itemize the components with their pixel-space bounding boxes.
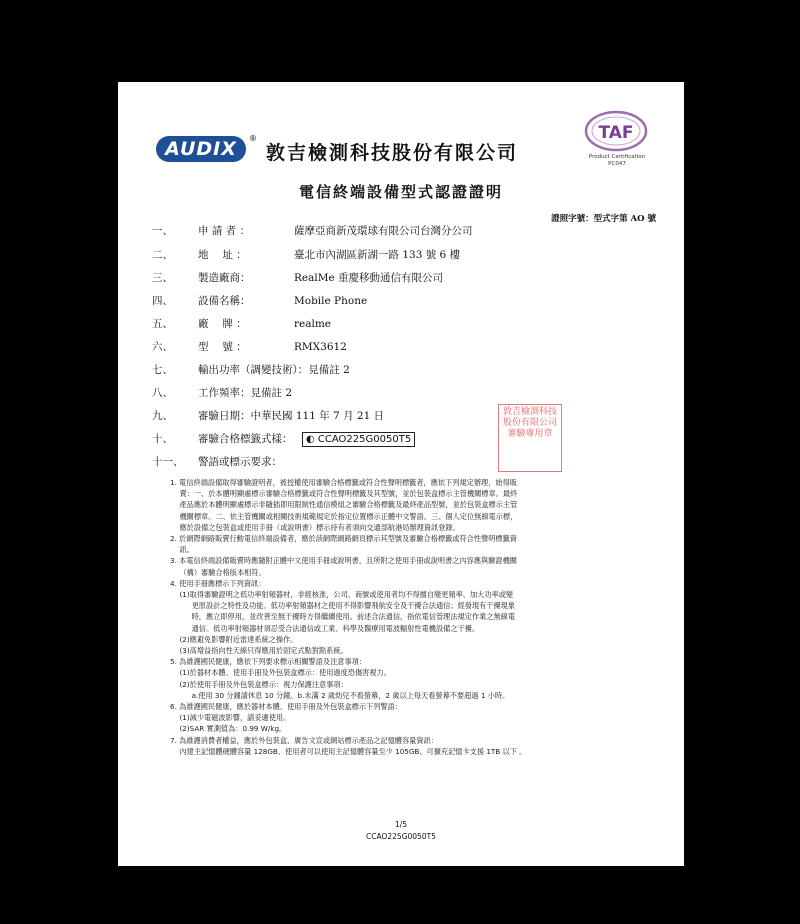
certificate-page	[118, 82, 684, 866]
cca-mark-icon: ◐	[306, 434, 315, 445]
field-num: 二、	[152, 249, 173, 261]
note-line: (2)SAR 實測值為：0.99 W/kg。	[170, 724, 287, 734]
note-line: 1. 電信終端設備取得審驗證明者，被授權使用審驗合格標籤或符合性聲明標籤者，應依下列規定辦理，始得販	[170, 478, 517, 487]
field-num: 八、	[152, 387, 173, 399]
notes-section	[170, 477, 650, 757]
note-line: 產品應於本體明顯處標示非隨插即用限制性通信模組之審驗合格標籤及最終產品型號，並於包裝盒標示主管	[170, 500, 518, 510]
field-value: RMX3612	[294, 341, 347, 353]
field-value: 薩摩亞商新茂環球有限公司台灣分公司	[294, 225, 473, 237]
note-line: 更原設計之特性及功能。低功率射頻器材之使用不得影響飛航安全及干擾合法通信；經發現有干擾現象	[170, 601, 516, 611]
field-num: 一、	[152, 225, 173, 237]
field-num: 三、	[152, 272, 173, 284]
note-line: （構）審驗合格版本相符。	[170, 567, 266, 577]
note-line: (1)取得審驗證明之低功率射頻器材，非經核准，公司、商號或使用者均不得擅自變更頻率、加大功率或變	[170, 590, 514, 600]
document-title: 電信終端設備型式認證證明	[298, 183, 503, 201]
field-num: 六、	[152, 341, 173, 353]
certificate-number: 證照字號：型式字第 AO 號	[551, 214, 656, 224]
field-num: 十、	[152, 433, 173, 445]
field-label: 申 請 者 ：	[198, 225, 251, 237]
field-value: 臺北市內湖區新湖一路 133 號 6 樓	[294, 249, 461, 261]
field-label: 審驗日期：中華民國 111 年 7 月 21 日	[198, 410, 385, 422]
cca-label: ◐ CCAO225G0050T5	[302, 432, 415, 447]
note-line: 賣：一、於本體明顯處標示審驗合格標籤或符合性聲明標籤及其型號，並於包裝盒標示主管機關標章。最終	[170, 489, 518, 499]
note-line: 應於設備之包裝盒或使用手冊（或說明書）標示持有者須向交通部航港局辦理資訊登錄。	[170, 522, 460, 532]
note-line: 通信。低功率射頻器材須忍受合法通信或工業、科學及醫療用電波輻射性電機設備之干擾。	[170, 623, 480, 633]
taf-logo-icon	[584, 110, 648, 152]
note-line: (3)高增益指向性天線只得應用於固定式點對點系統。	[170, 646, 348, 656]
note-line: (1)於器材本體、使用手冊及外包裝盒標示：使用過度恐傷害視力。	[170, 668, 391, 678]
approval-label-badge	[302, 432, 415, 447]
official-seal-stamp: 敦吉檢測科技股份有限公司審驗專用章	[498, 404, 562, 472]
field-num: 九、	[152, 410, 173, 422]
field-label: 警語或標示要求：	[198, 456, 282, 468]
field-num: 七、	[152, 364, 173, 376]
note-line: a.使用 30 分鐘請休息 10 分鐘。b.未滿 2 歲幼兒不看螢幕，2 歲以上每天看螢幕不要超過 1 小時。	[170, 690, 510, 700]
audix-logo: AUDIX	[156, 136, 246, 162]
note-line: (2)應避免影響附近雷達系統之操作。	[170, 634, 298, 644]
field-value: Mobile Phone	[294, 295, 368, 307]
field-label: 審驗合格標籤式樣：	[198, 433, 293, 445]
field-num: 十一、	[152, 456, 184, 468]
taf-label-2: PC047	[608, 161, 626, 167]
company-name: 敦吉檢測科技股份有限公司	[266, 142, 519, 164]
field-value: realme	[294, 318, 332, 330]
taf-label-1: Product Certification	[588, 154, 646, 160]
field-label: 輸出功率（調變技術）：見備註 2	[198, 364, 350, 376]
field-label: 工作頻率：見備註 2	[198, 387, 293, 399]
note-line: 時，應立即停用，並改善至無干擾時方得繼續使用。前述合法通信，指依電信管理法規定作業之無線電	[170, 612, 516, 622]
note-line: (2)於使用手冊及外包裝盒標示：視力保護注意事項：	[170, 679, 348, 689]
field-num: 四、	[152, 295, 173, 307]
field-label: 地 址 ：	[198, 249, 247, 261]
note-line: 機關標章。二、依主管機關或相關技術規範規定於指定位置標示正體中文警語。三、個人定位無線電示標，	[170, 511, 518, 521]
taf-accreditation	[572, 154, 662, 168]
field-label: 製造廠商：	[198, 272, 251, 284]
taf-logo-text: TAF	[598, 123, 634, 143]
field-value: RealMe 重慶移動通信有限公司	[294, 272, 444, 284]
note-line: 內建主記憶體硬體容量 128GB、使用者可以使用主記憶體容量至少 105GB、可擴充記憶卡支援 1TB 以下 。	[170, 746, 527, 756]
registered-mark: ®	[249, 134, 257, 143]
field-num: 五、	[152, 318, 173, 330]
note-line: 7. 為維護消費者權益，應於外包裝盒、廣告文宣或網站標示產品之記憶體容量資訊：	[170, 735, 438, 745]
field-label: 廠 牌 ：	[198, 318, 247, 330]
field-label: 型 號 ：	[198, 341, 247, 353]
note-line: 2. 於網際網路販賣行動電信終端設備者，應於該網際網路網頁標示其型號及審驗合格標籤或符合性聲明標籤資	[170, 534, 517, 544]
note-line: 5. 為維護國民健康，應依下列要求標示相關警語及注意事項：	[170, 657, 367, 667]
footer-doc-id: CCAO225G0050T5	[366, 832, 436, 841]
note-line: 3. 本電信終端設備販賣時應隨附正體中文使用手冊或說明書，且所附之使用手冊或說明書之內容應與驗證機關	[170, 556, 517, 566]
note-line: 訊。	[170, 545, 194, 555]
note-line: (1)減少電磁波影響，請妥適使用。	[170, 713, 291, 723]
field-label: 設備名稱：	[198, 295, 251, 307]
page-number: 1/5	[394, 820, 408, 829]
note-line: 4. 使用手冊應標示下列資訊：	[170, 578, 266, 588]
note-line: 6. 為維護國民健康，應於器材本體、使用手冊及外包裝盒標示下列警語：	[170, 702, 402, 712]
